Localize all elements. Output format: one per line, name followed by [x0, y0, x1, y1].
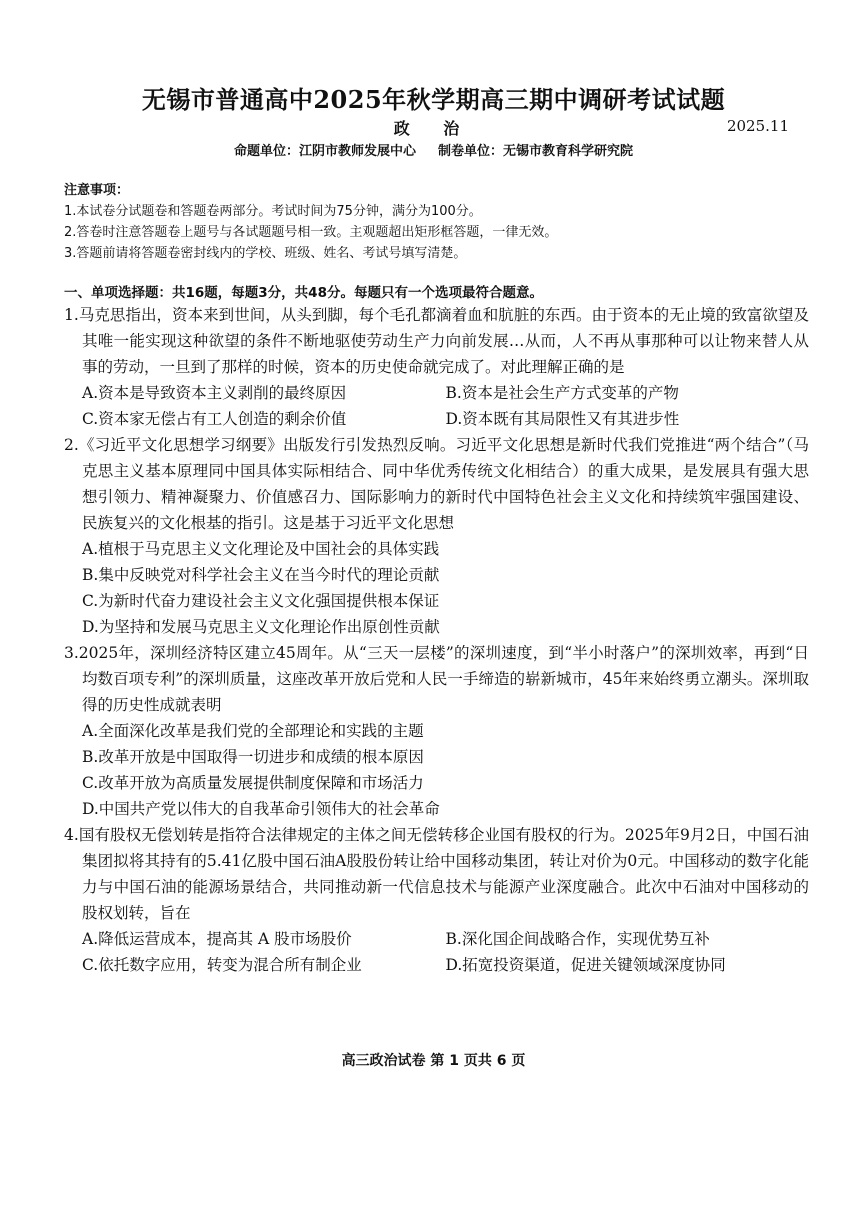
question-4 [64, 822, 809, 978]
exam-notes [64, 180, 814, 264]
option-d: D.资本既有其局限性又有其进步性 [445, 410, 680, 428]
question-stem: 3.2025年，深圳经济特区建立45周年。从“三天一层楼”的深圳速度，到“半小时落户”的深圳效率，再到“日均数百项专利”的深圳质量，这座改革开放后党和人民一手缔造的崭新城市，45年来始终勇立潮头。深圳取得的历史性成就表明 [64, 644, 809, 714]
option-b: B.深化国企间战略合作，实现优势互补 [445, 930, 710, 948]
option-c: C.为新时代奋力建设社会主义文化强国提供根本保证 [82, 592, 440, 610]
section-heading: 一、单项选择题：共16题，每题3分，共48分。每题只有一个选项最符合题意。 [64, 285, 543, 301]
option-c: C.依托数字应用，转变为混合所有制企业 [82, 956, 362, 974]
option-b: B.集中反映党对科学社会主义在当今时代的理论贡献 [82, 566, 440, 584]
option-row [64, 952, 809, 978]
notes-heading: 注意事项： [64, 183, 130, 198]
option-b: B.改革开放是中国取得一切进步和成绩的根本原因 [82, 748, 424, 766]
question-stem: 4.国有股权无偿划转是指符合法律规定的主体之间无偿转移企业国有股权的行为。2025年9月2日，中国石油集团拟将其持有的5.41亿股中国石油A股股份转让给中国移动集团，转让对价为0元。中国移动的数字化能力与中国石油的能源场景结合，共同推动新一代信息技术与能源产业深度融合。此次中石油对中国移动的股权划转，旨在 [64, 826, 809, 922]
option-c: C.改革开放为高质量发展提供制度保障和市场活力 [82, 774, 424, 792]
question-list [64, 302, 809, 978]
question-stem: 1.马克思指出，资本来到世间，从头到脚，每个毛孔都滴着血和肮脏的东西。由于资本的无止境的致富欲望及其唯一能实现这种欲望的条件不断地驱使劳动生产力向前发展…从而，人不再从事那种可以让物来替人从事的劳动，一旦到了那样的时候，资本的历史使命就完成了。对此理解正确的是 [64, 306, 809, 376]
option-a: A.资本是导致资本主义剥削的最终原因 [82, 384, 347, 402]
subject-name: 政 治 [393, 119, 474, 138]
option-row [64, 380, 809, 406]
question-3 [64, 640, 809, 822]
option-row [64, 926, 809, 952]
question-1 [64, 302, 809, 432]
issuing-units [0, 140, 867, 159]
setter-unit: 命题单位：江阴市教师发展中心 [233, 144, 416, 159]
option-d: D.中国共产党以伟大的自我革命引领伟大的社会革命 [82, 800, 440, 818]
option-c: C.资本家无偿占有工人创造的剩余价值 [82, 410, 347, 428]
option-a: A.植根于马克思主义文化理论及中国社会的具体实践 [82, 540, 440, 558]
option-a: A.降低运营成本，提高其 A 股市场股价 [82, 930, 352, 948]
option-b: B.资本是社会生产方式变革的产物 [445, 384, 679, 402]
question-2 [64, 432, 809, 640]
exam-title: 无锡市普通高中2025年秋学期高三期中调研考试试题 [141, 85, 726, 114]
exam-date: 2025.11 [726, 117, 789, 135]
note-item: 3.答题前请将答题卷密封线内的学校、班级、姓名、考试号填写清楚。 [64, 246, 467, 261]
option-d: D.拓宽投资渠道，促进关键领域深度协同 [445, 956, 726, 974]
note-item: 1.本试卷分试题卷和答题卷两部分。考试时间为75分钟，满分为100分。 [64, 204, 482, 219]
option-d: D.为坚持和发展马克思主义文化理论作出原创性贡献 [82, 618, 440, 636]
option-a: A.全面深化改革是我们党的全部理论和实践的主题 [82, 722, 424, 740]
question-stem: 2.《习近平文化思想学习纲要》出版发行引发热烈反响。习近平文化思想是新时代我们党推进“两个结合”（马克思主义基本原理同中国具体实际相结合、同中华优秀传统文化相结合）的重大成果，是发展具有强大思想引领力、精神凝聚力、价值感召力、国际影响力的新时代中国特色社会主义文化和持续筑牢强国建设、民族复兴的文化根基的指引。这是基于习近平文化思想 [64, 436, 809, 532]
note-item: 2.答卷时注意答题卷上题号与各试题题号相一致。主观题超出矩形框答题，一律无效。 [64, 225, 558, 240]
option-row [64, 406, 809, 432]
page-footer: 高三政治试卷 第 1 页共 6 页 [341, 1053, 526, 1069]
printer-unit: 制卷单位：无锡市教育科学研究院 [438, 144, 634, 159]
